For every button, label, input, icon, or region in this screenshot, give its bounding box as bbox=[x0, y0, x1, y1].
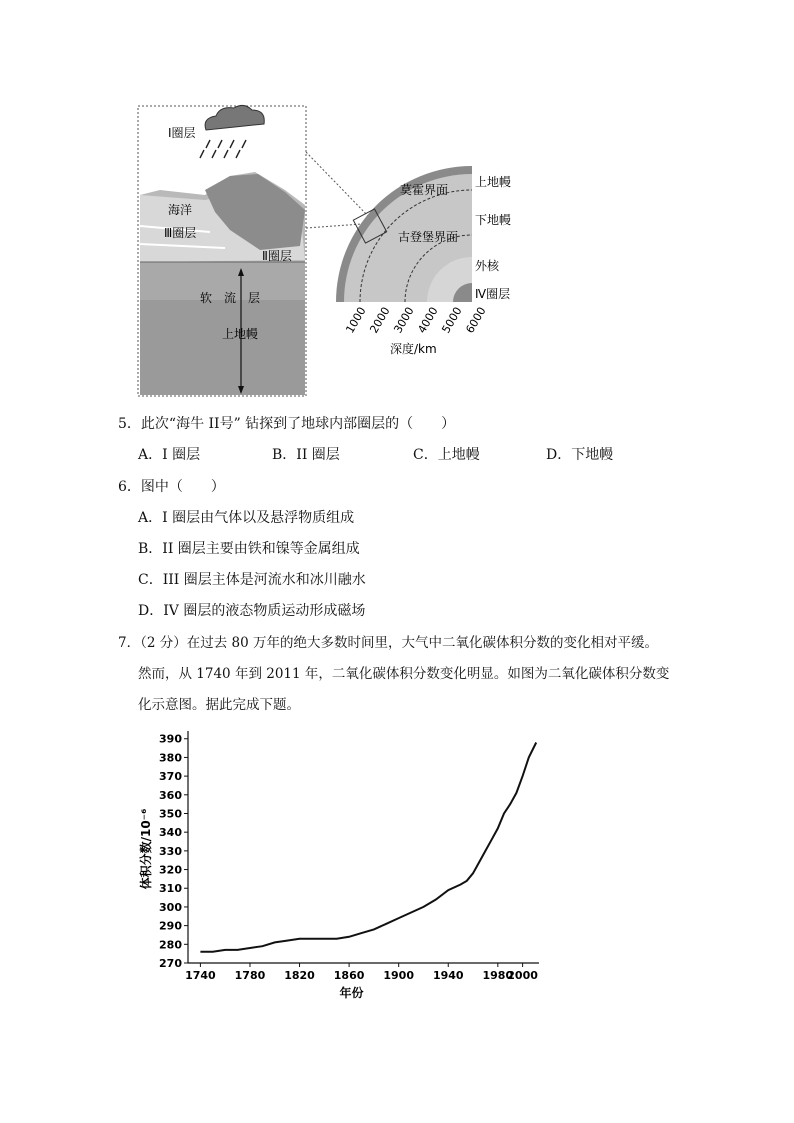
x-tick-label: 1940 bbox=[432, 969, 464, 982]
connector-bottom bbox=[306, 224, 362, 228]
depth-tick-labels bbox=[343, 305, 488, 336]
label-layer4: Ⅳ圈层 bbox=[475, 287, 511, 301]
y-tick-labels bbox=[159, 733, 182, 970]
y-tick-label: 390 bbox=[159, 732, 182, 746]
depth-tick: 1000 bbox=[343, 304, 369, 336]
y-tick-label: 340 bbox=[159, 826, 182, 840]
q6-option-b[interactable]: B．II 圈层主要由铁和镍等金属组成 bbox=[138, 541, 360, 557]
x-tick-label: 1820 bbox=[284, 969, 315, 982]
q5-option-c[interactable]: C．上地幔 bbox=[413, 447, 480, 463]
label-moho: 莫霍界面 bbox=[400, 183, 449, 197]
label-upper-mantle: 上地幔 bbox=[475, 175, 512, 189]
x-tick-labels bbox=[185, 969, 538, 982]
label-lower-mantle: 下地幔 bbox=[475, 213, 512, 227]
x-axis-label: 年份 bbox=[339, 986, 364, 1000]
label-gutenberg: 古登堡界面 bbox=[398, 230, 459, 244]
co2-series-line bbox=[200, 743, 536, 952]
q6-option-a[interactable]: A．I 圈层由气体以及悬浮物质组成 bbox=[138, 510, 355, 526]
y-tick-label: 380 bbox=[159, 751, 182, 765]
label-ocean: 海洋 bbox=[168, 203, 193, 217]
x-tick-label: 2000 bbox=[507, 969, 538, 982]
depth-tick: 6000 bbox=[463, 304, 489, 336]
q6-stem: 6．图中（ ） bbox=[118, 479, 225, 495]
y-tick-label: 280 bbox=[159, 938, 182, 952]
q7-line-2: 然而，从 1740 年到 2011 年，二氧化碳体积分数变化明显。如图为二氧化碳体积分数变 bbox=[138, 666, 670, 682]
label-asthenosphere: 软 流 层 bbox=[200, 291, 261, 305]
y-tick-label: 360 bbox=[159, 788, 182, 802]
depth-tick: 3000 bbox=[391, 304, 417, 336]
x-tick-label: 1980 bbox=[482, 969, 514, 982]
label-layer1: Ⅰ圈层 bbox=[168, 126, 196, 140]
q6-option-c[interactable]: C．III 圈层主体是河流水和冰川融水 bbox=[138, 572, 366, 588]
connector-top bbox=[306, 152, 370, 218]
label-depth: 深度/km bbox=[390, 342, 437, 356]
q7-line-1: 7．（2 分）在过去 80 万年的绝大多数时间里，大气中二氧化碳体积分数的变化相对平缓。 bbox=[118, 635, 658, 651]
q5-option-d[interactable]: D．下地幔 bbox=[546, 447, 614, 463]
q5-option-b[interactable]: B．II 圈层 bbox=[272, 447, 340, 463]
co2-line-chart bbox=[130, 725, 560, 1015]
x-tick-label: 1860 bbox=[333, 969, 365, 982]
y-tick-label: 370 bbox=[159, 770, 182, 784]
q7-line-3: 化示意图。据此完成下题。 bbox=[138, 697, 300, 713]
y-tick-label: 350 bbox=[159, 807, 182, 821]
earth-structure-figure bbox=[130, 100, 512, 400]
y-tick-label: 300 bbox=[159, 900, 182, 914]
crust-block bbox=[140, 172, 305, 395]
y-tick-label: 270 bbox=[159, 957, 182, 970]
q6-option-d[interactable]: D．IV 圈层的液态物质运动形成磁场 bbox=[138, 603, 366, 619]
label-layer2: Ⅱ圈层 bbox=[262, 249, 292, 263]
depth-tick: 5000 bbox=[439, 304, 465, 336]
x-tick-label: 1780 bbox=[234, 969, 266, 982]
label-upper-mantle-block: 上地幔 bbox=[222, 327, 259, 341]
x-tick-label: 1740 bbox=[185, 969, 216, 982]
x-tick-label: 1900 bbox=[383, 969, 414, 982]
depth-tick: 4000 bbox=[415, 304, 441, 336]
y-tick-label: 290 bbox=[159, 919, 182, 933]
y-tick-label: 330 bbox=[159, 844, 182, 858]
depth-tick: 2000 bbox=[367, 304, 393, 336]
y-tick-label: 310 bbox=[159, 882, 182, 896]
cloud-icon bbox=[200, 105, 264, 158]
label-outer-core: 外核 bbox=[475, 259, 500, 273]
q5-option-a[interactable]: A．I 圈层 bbox=[138, 447, 201, 463]
y-axis-label: 体积分数/10⁻⁶ bbox=[139, 808, 153, 890]
label-layer3: Ⅲ圈层 bbox=[164, 226, 197, 240]
y-tick-label: 320 bbox=[159, 863, 182, 877]
q5-stem: 5．此次“海牛 II号” 钻探到了地球内部圈层的（ ） bbox=[118, 416, 456, 432]
